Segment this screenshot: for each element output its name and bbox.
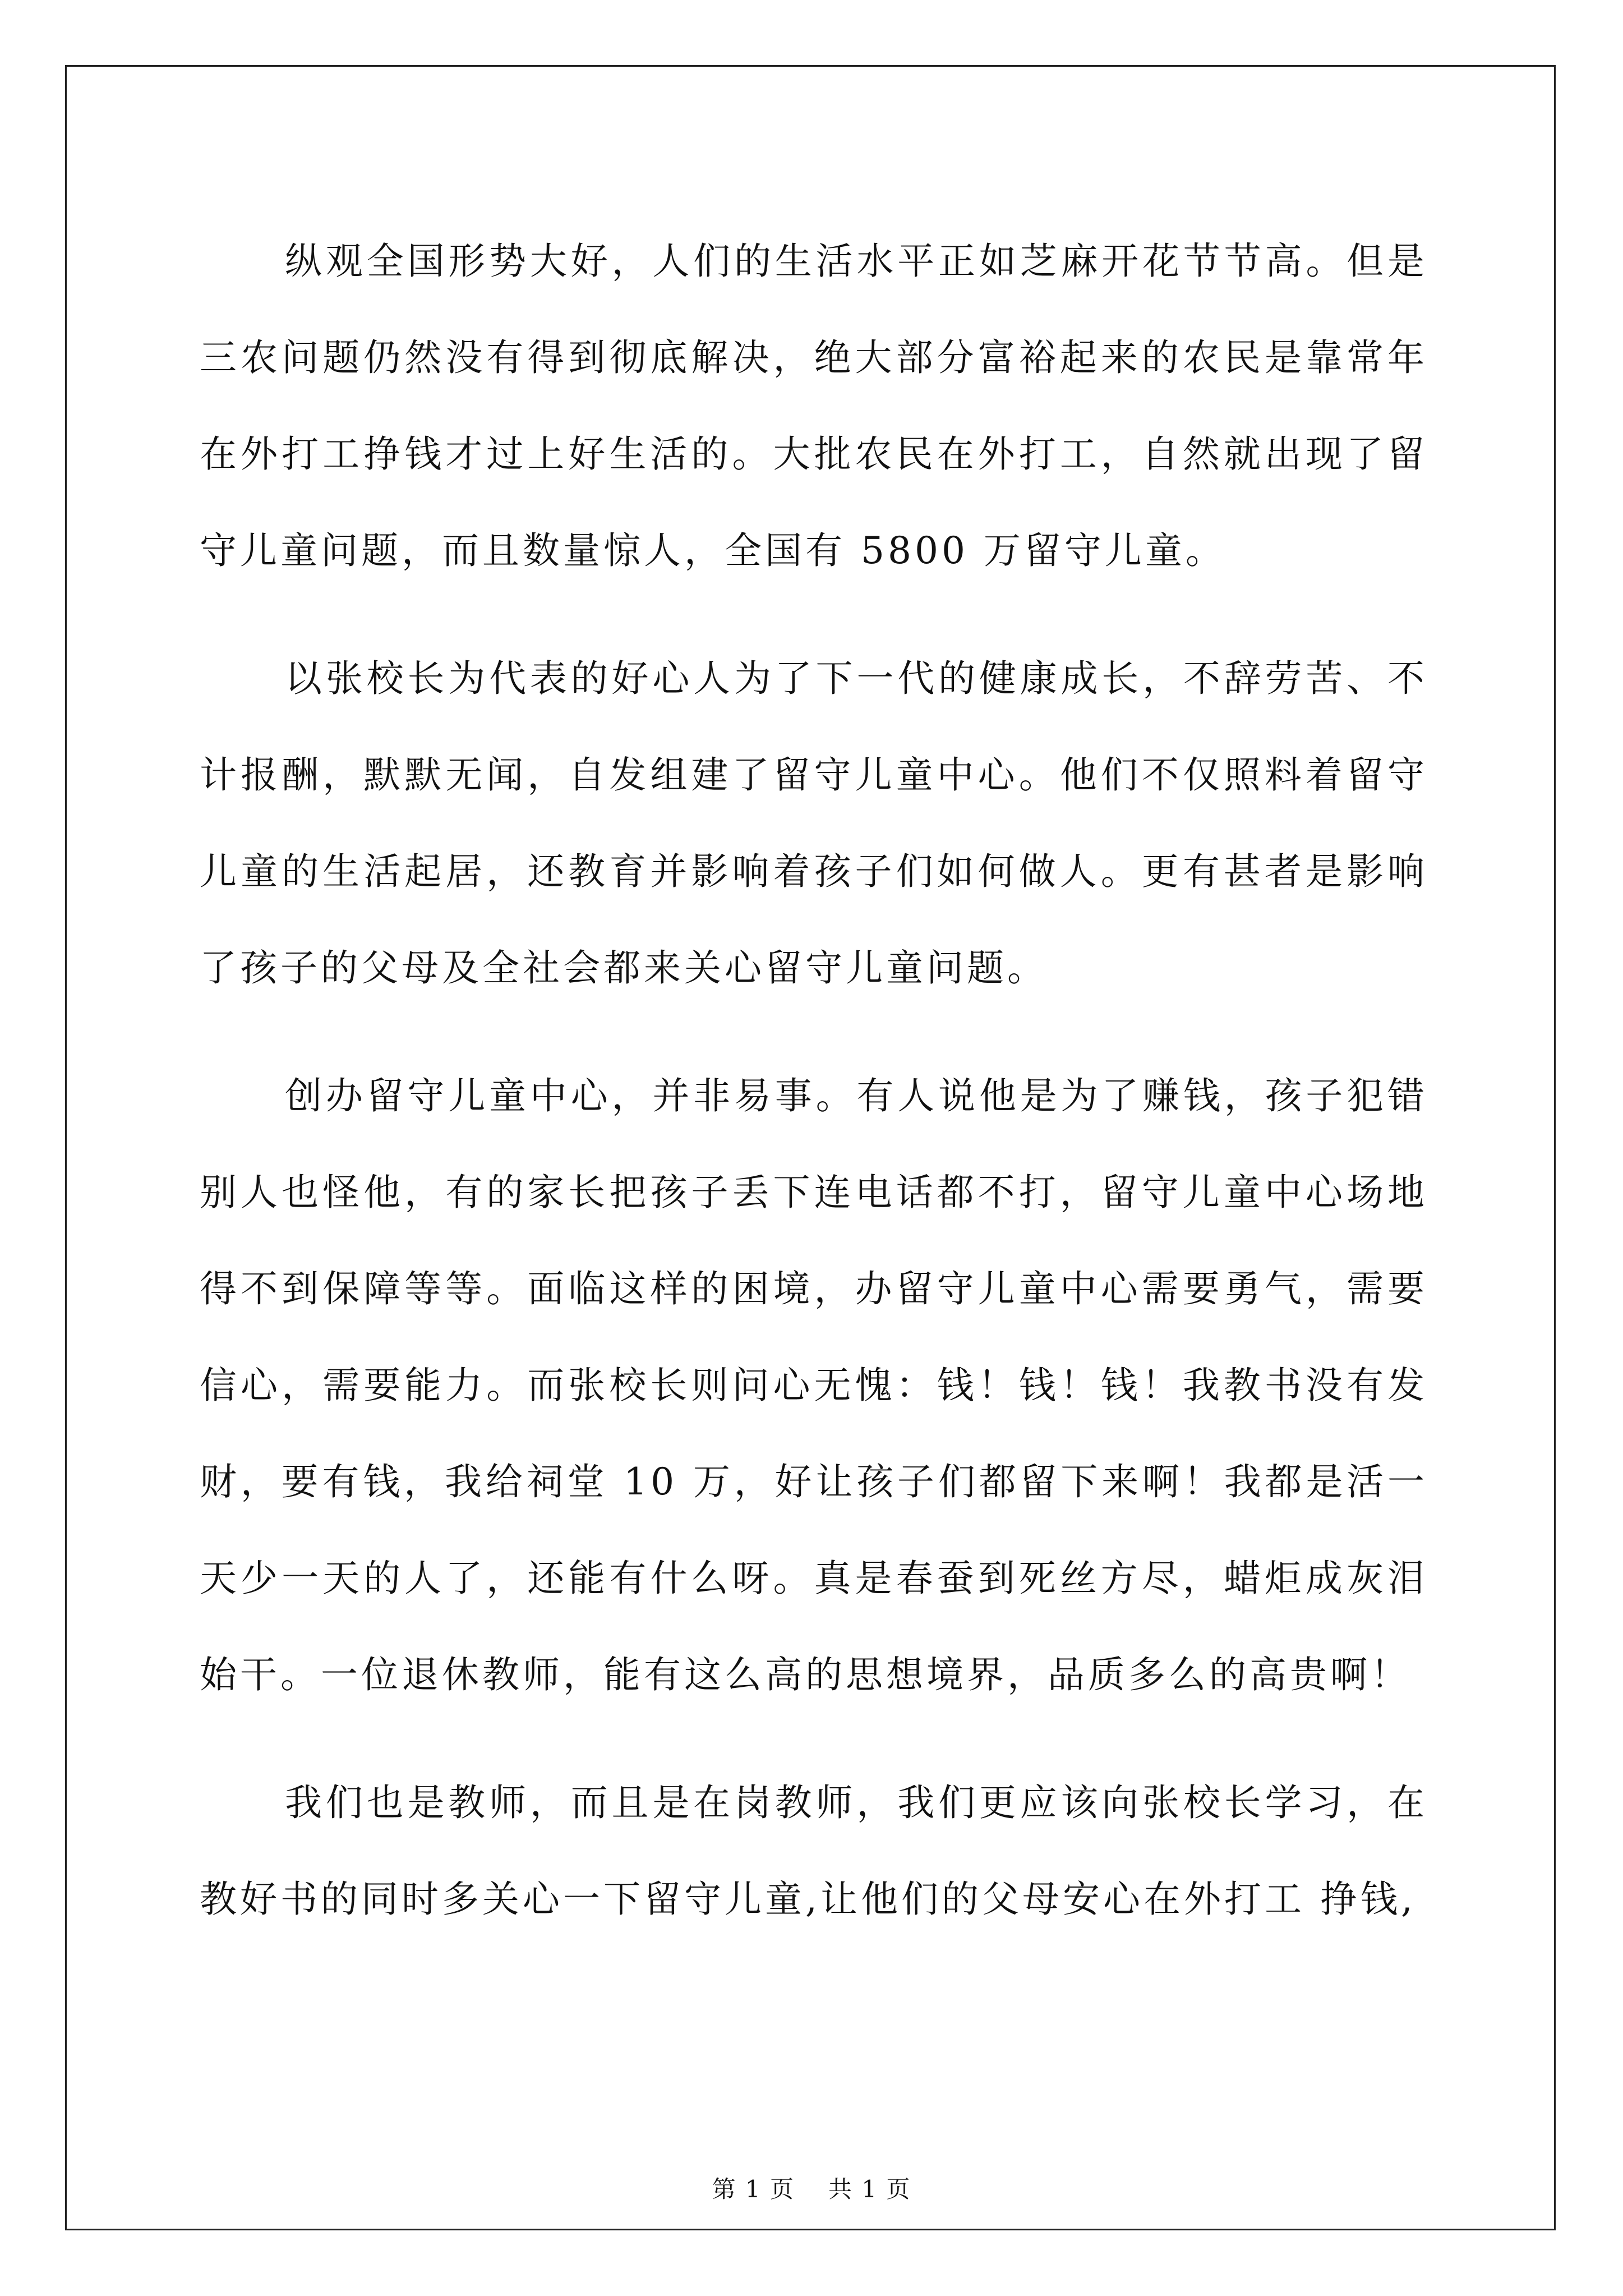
- paragraph-2: 以张校长为代表的好心人为了下一代的健康成长，不辞劳苦、不计报酬，默默无闻，自发组建了留守儿童中心。他们不仅照料着留守儿童的生活起居，还教育并影响着孩子们如何做人。更有甚者是影响了孩子的父母及全社会都来关心留守儿童问题。: [200, 657, 1428, 990]
- page-number-current: 第 1 页: [712, 2175, 795, 2203]
- paragraph-3: 创办留守儿童中心，并非易事。有人说他是为了赚钱，孩子犯错别人也怪他，有的家长把孩子丢下连电话都不打，留守儿童中心场地得不到保障等等。面临这样的困境，办留守儿童中心需要勇气，需要信心，需要能力。而张校长则问心无愧：钱！钱！钱！我教书没有发财，要有钱，我给祠堂 10 万，好让孩子们都留下来啊！我都是活一天少一天的人了，还能有什么呀。真是春蚕到死丝方尽，蜡炬成灰泪始干。一位退休教师，能有这么高的思想境界，品质多么的高贵啊！: [200, 1074, 1428, 1696]
- document-body: [200, 213, 1428, 1979]
- page-footer: [0, 2171, 1623, 2205]
- paragraph-4: 我们也是教师，而且是在岗教师，我们更应该向张校长学习，在教好书的同时多关心一下留守儿童,让他们的父母安心在外打工 挣钱,: [200, 1781, 1428, 1921]
- paragraph-1: 纵观全国形势大好，人们的生活水平正如芝麻开花节节高。但是三农问题仍然没有得到彻底解决，绝大部分富裕起来的农民是靠常年在外打工挣钱才过上好生活的。大批农民在外打工，自然就出现了留守儿童问题，而且数量惊人，全国有 5800 万留守儿童。: [200, 240, 1428, 572]
- page-number-total: 共 1 页: [828, 2175, 911, 2203]
